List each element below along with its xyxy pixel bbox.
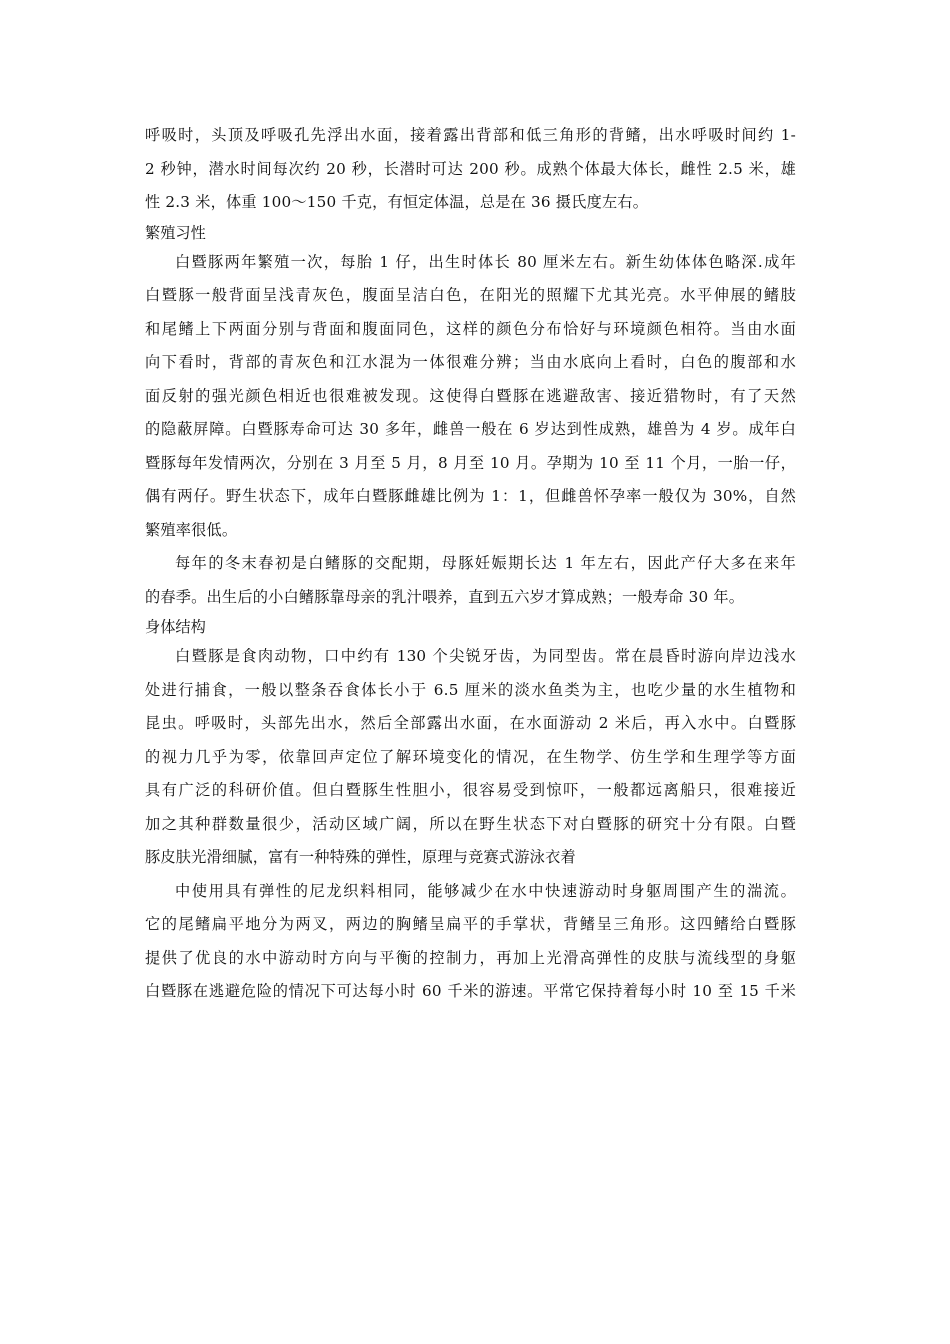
text-line: 加之其种群数量很少，活动区域广阔，所以在野生状态下对白暨豚的研究十分有限。白暨 (145, 814, 796, 833)
text-line: 向下看时，背部的青灰色和江水混为一体很难分辨；当由水底向上看时，白色的腹部和水 (145, 353, 796, 371)
text-line: 性 2.3 米，体重 100～150 千克，有恒定体温，总是在 36 摄氏度左右。 (145, 193, 649, 211)
text-line: 它的尾鳍扁平地分为两叉，两边的胸鳍呈扁平的手掌状，背鳍呈三角形。这四鳍给白暨豚 (145, 915, 796, 933)
paragraph (145, 547, 796, 614)
paragraph (145, 875, 796, 1009)
text-line: 中使用具有弹性的尼龙织料相同，能够减少在水中快速游动时身躯周围产生的湍流。 (175, 881, 796, 900)
text-line: 繁殖率很低。 (145, 520, 238, 539)
text-line: 昆虫。呼吸时，头部先出水，然后全部露出水面，在水面游动 2 米后，再入水中。白暨豚 (145, 714, 796, 732)
text-line: 白暨豚在逃避危险的情况下可达每小时 60 千米的游速。平常它保持着每小时 10 至 15 千米 (145, 982, 796, 1000)
text-line: 豚皮肤光滑细腻，富有一种特殊的弹性，原理与竞赛式游泳衣着 (145, 848, 576, 866)
text-line: 白暨豚是食肉动物，口中约有 130 个尖锐牙齿，为同型齿。常在晨昏时游向岸边浅水 (175, 647, 796, 665)
text-line: 每年的冬末春初是白鳍豚的交配期，母豚妊娠期长达 1 年左右，因此产仔大多在来年 (175, 554, 796, 572)
paragraph (145, 246, 796, 548)
text-line: 白暨豚一般背面呈浅青灰色，腹面呈洁白色，在阳光的照耀下尤其光亮。水平伸展的鳍肢 (145, 286, 796, 304)
paragraph (145, 119, 796, 220)
text-line: 白暨豚两年繁殖一次，每胎 1 仔，出生时体长 80 厘米左右。新生幼体体色略深.成年 (175, 252, 796, 271)
text-line: 2 秒钟，潜水时间每次约 20 秒，长潜时可达 200 秒。成熟个体最大体长，雌性 2.5 米，雄 (145, 159, 796, 178)
document-page (145, 119, 796, 1009)
text-line: 呼吸时，头顶及呼吸孔先浮出水面，接着露出背部和低三角形的背鳍，出水呼吸时间约 1- (145, 126, 796, 144)
text-line: 的视力几乎为零，依靠回声定位了解环境变化的情况，在生物学、仿生学和生理学等方面 (145, 747, 796, 766)
text-line: 的隐蔽屏障。白暨豚寿命可达 30 多年，雌兽一般在 6 岁达到性成熟，雄兽为 4 岁。成年白 (145, 420, 796, 438)
paragraph (145, 640, 796, 875)
text-line: 处进行捕食，一般以整条吞食体长小于 6.5 厘米的淡水鱼类为主，也吃少量的水生植物和 (145, 680, 796, 699)
section-heading: 身体结构 (145, 618, 206, 636)
text-line: 偶有两仔。野生状态下，成年白暨豚雌雄比例为 1：1，但雌兽怀孕率一般仅为 30%，自然 (145, 487, 796, 505)
text-line: 面反射的强光颜色相近也很难被发现。这使得白暨豚在逃避敌害、接近猎物时，有了天然 (145, 386, 796, 405)
text-line: 暨豚每年发情两次，分别在 3 月至 5 月，8 月至 10 月。孕期为 10 至 11 个月，一胎一仔， (145, 453, 796, 472)
text-line: 具有广泛的科研价值。但白暨豚生性胆小，很容易受到惊吓，一般都远离船只，很难接近 (145, 781, 796, 799)
text-line: 提供了优良的水中游动时方向与平衡的控制力，再加上光滑高弹性的皮肤与流线型的身躯 (145, 948, 796, 967)
text-line: 和尾鳍上下两面分别与背面和腹面同色，这样的颜色分布恰好与环境颜色相符。当由水面 (145, 319, 796, 338)
section-heading: 繁殖习性 (145, 223, 206, 242)
text-line: 的春季。出生后的小白鳍豚靠母亲的乳汁喂养，直到五六岁才算成熟；一般寿命 30 年。 (145, 587, 745, 606)
